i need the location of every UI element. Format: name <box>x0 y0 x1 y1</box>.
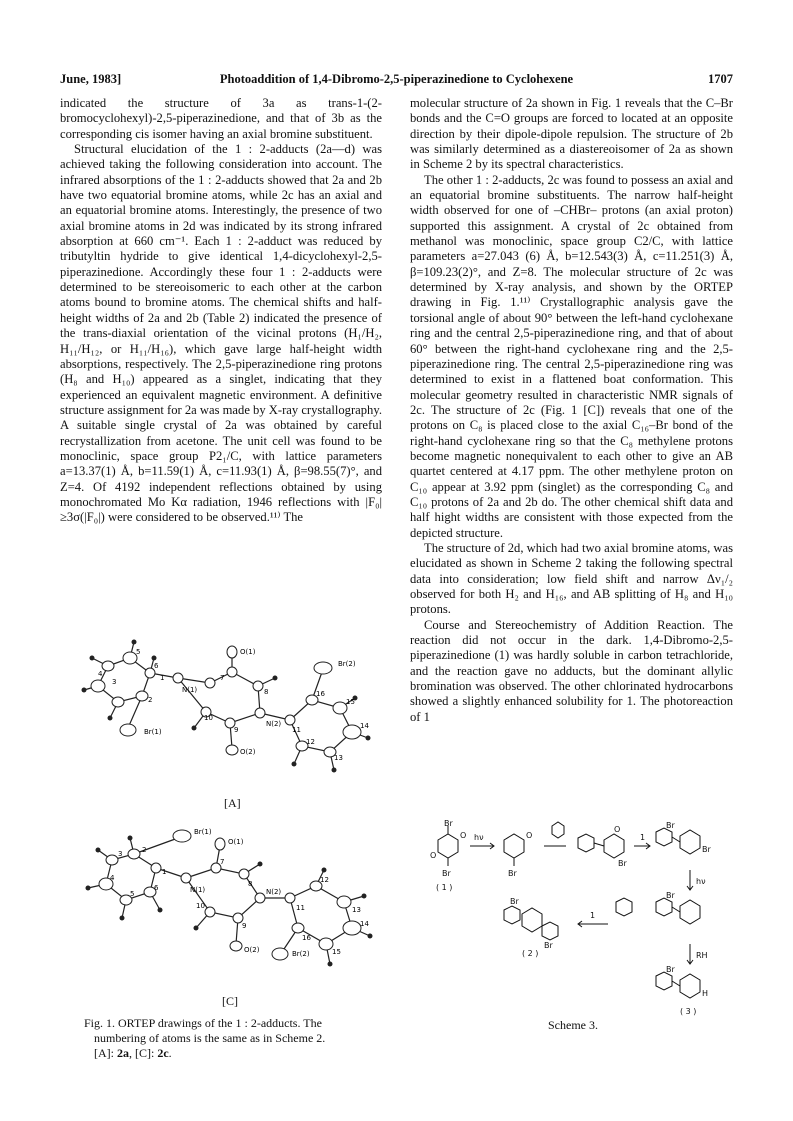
ortep-figure-a <box>70 628 400 788</box>
atom-label: 15 <box>332 948 341 956</box>
atom-label: 10 <box>204 714 213 722</box>
atom-label: 9 <box>242 922 247 930</box>
atom-label: 1 <box>160 674 165 682</box>
atom-label: N(2) <box>266 720 282 728</box>
paragraph: molecular structure of 2a shown in Fig. 1 reveals that the C–Br bonds and the C=O groups are forced to located at an opposite direction by their dipole-dipole repulsion. The structure of 2b was similarly determined as a diastereoisomer of 2a as shown in Scheme 2 by its spectral characteristics. <box>410 96 733 172</box>
header-page-number: 1707 <box>708 72 733 86</box>
paragraph: Structural elucidation of the 1 : 2-adducts (2a—d) was achieved taking the following consideration into account. The infrared absorptions of the 1 : 2-adducts showed that 2a and 2b have two equatorial bromine atoms, while 2c has an axial and an equatorial bromine atoms. Interestingly, the presence of two axial bromine atoms in 2d was indicated by its strong infrared absorption at 660 cm⁻¹. Each 1 : 2-adduct was reduced by tributyltin hydride to give identical 1,4-dicyclohexyl-2,5-piperazinedione. Accordingly these four 1 : 2-adducts were determined to be stereoisomeric to each other at the carbon atoms bound to bromine atoms. The chemical shifts and half-height widths of 2a and 2b (Table 2) indicated the presence of the trans-diaxial orientation of the vicinal protons (H₁/H₂, H₁₁/H₁₂, or H₁₁/H₁₆), which gave large half-height width absorptions, respectively. The 2,5-piperazinedione ring protons (H₈ and H₁₀) appeared as a singlet, indicating that they experienced an equivalent magnetic environment. A definitive structure assignment for 2a was made by X-ray crystallography. A suitable single crystal of 2a was obtained by careful recrystallization from acetone. The unit cell was found to be monoclinic, space group P2₁/C, with lattice parameters a=13.37(1) Å, b=11.59(1) Å, c=11.93(1) Å, β=98.55(7)°, and Z=4. Of 4192 independent reflections obtained by using monochromated Mo Kα radiation, 1946 reflections with |F₀|≥3σ(|F₀|) were considered to be observed.¹¹⁾ The <box>60 142 382 525</box>
atom-label: Br(1) <box>194 828 212 836</box>
atom-label: 3 <box>112 678 117 686</box>
compound-label: ( 1 ) <box>436 883 453 892</box>
paragraph: The structure of 2d, which had two axial bromine atoms, was elucidated as shown in Scheme 2 taking the following spectral data into consideration; low field shift and narrow Δν₁/₂ observed for both H₂ and H₁₆, and AB splitting of H₈ and H₁₀ protons. <box>410 540 733 617</box>
atom-label: 13 <box>334 754 343 762</box>
left-column <box>60 96 382 526</box>
atom-label: 5 <box>136 648 141 656</box>
atom-label: Br <box>666 965 675 974</box>
atom-label: 12 <box>320 876 329 884</box>
caption-line: Fig. 1. ORTEP drawings of the 1 : 2-adducts. The <box>84 1016 322 1030</box>
atom-label: Br <box>444 819 453 828</box>
running-header <box>60 72 733 90</box>
atom-label: Br(2) <box>292 950 310 958</box>
atom-label: Br(1) <box>144 728 162 736</box>
ortep-figure-c <box>70 816 400 986</box>
figure-caption <box>84 1016 384 1061</box>
scheme-caption: Scheme 3. <box>548 1018 598 1032</box>
figure-c-label: [C] <box>222 994 238 1008</box>
atom-label: 6 <box>154 884 159 892</box>
atom-label: Br <box>666 891 675 900</box>
atom-label: 7 <box>220 674 225 682</box>
atom-label: 7 <box>220 858 225 866</box>
atom-label: 11 <box>292 726 301 734</box>
atom-label: 1 <box>162 868 167 876</box>
paragraph: Course and Stereochemistry of Addition Reaction. The reaction did not occur in the dark. 1,4-Dibromo-2,5-piperazinedione (1) was hardly soluble in carbon tetrachloride, and the reaction gave no adducts, but the dominant allylic bromination was observed. The other chlorinated hydrocarbons showed a slightly enhanced solubility for 1. The photoreaction of 1 <box>410 617 733 724</box>
atom-label: Br <box>508 869 517 878</box>
compound-label: ( 2 ) <box>522 949 539 958</box>
atom-label: Br <box>666 821 675 830</box>
atom-label: Br <box>544 941 553 950</box>
atom-label: Br(2) <box>338 660 356 668</box>
atom-label: O(1) <box>228 838 244 846</box>
atom-label: Br <box>442 869 451 878</box>
caption-line: numbering of atoms is the same as in Scheme 2. <box>94 1031 326 1045</box>
atom-label: 16 <box>302 934 311 942</box>
atom-label: 8 <box>248 880 253 888</box>
atom-label: O <box>430 851 437 860</box>
atom-label: 16 <box>316 690 325 698</box>
header-date: June, 1983] <box>60 72 122 86</box>
paragraph: The other 1 : 2-adducts, 2c was found to possess an axial and an equatorial bromine substituents. The narrow half-height width observed for one of –CHBr– protons (an axial proton) supported this assignment. A crystal of 2c obtained from methanol was monoclinic, space group C2/C, with lattice parameters a=27.043 (6) Å, b=12.543(3) Å, c=11.251(3) Å, β=109.23(2)°, and Z=8. The molecular structure of 2c was determined by X-ray analysis, and shown by the ORTEP drawing in Fig. 1.¹¹⁾ Crystallographic analysis gave the torsional angle of about 90° between the left-hand cyclohexane ring and the central 2,5-piperazinedione ring, and that of about 60° between the right-hand cyclohexane ring and the 2,5-piperazinedione ring. The central 2,5-piperazinedione ring was determined to exist in a flattened boat conformation. This molecular geometry resulted in characteristic NMR signals of 2c. The structure of 2c (Fig. 1 [C]) reveals that one of the protons on C₈ is placed close to the axial C₁₆–Br bond of the right-hand cyclohexane ring so that the C₈ methylene protons become magnetic nonequivalent to each other to give an AB quartet centered at 4.17 ppm. The other methylene proton on C₁₀ appear at 3.92 ppm (singlet) as the corresponding C₈ and C₁₀ protons of 2a and 2b do. The other chemical shift data and half hight widths are consistent with those expected from the depicted structure. <box>410 172 733 540</box>
figure-a-label: [A] <box>224 796 241 810</box>
caption-line: [A]: 2a, [C]: 2c. <box>94 1046 172 1060</box>
atom-label: N(1) <box>182 686 198 694</box>
atom-label: Br <box>618 859 627 868</box>
reagent-label: 1 <box>640 833 646 842</box>
atom-label: 10 <box>196 902 205 910</box>
atom-label: 4 <box>98 670 103 678</box>
atom-label: Br <box>510 897 519 906</box>
atom-label: 14 <box>360 920 369 928</box>
atom-label: O(2) <box>240 748 256 756</box>
atom-label: 9 <box>234 726 239 734</box>
atom-label: O <box>526 831 533 840</box>
reaction-scheme <box>418 818 738 1016</box>
hv-label: hν <box>474 833 484 842</box>
atom-label: 11 <box>296 904 305 912</box>
atom-label: 3 <box>118 850 123 858</box>
atom-label: N(1) <box>190 886 206 894</box>
hv-label: hν <box>696 877 706 886</box>
atom-label: O(2) <box>244 946 260 954</box>
atom-label: 15 <box>346 698 355 706</box>
atom-label: O(1) <box>240 648 256 656</box>
paragraph: indicated the structure of 3a as trans-1-(2-bromocyclohexyl)-2,5-piperazinedione, and that of 3b as the corresponding cis isomer having an axial bromine substituent. <box>60 96 382 141</box>
atom-label: N(2) <box>266 888 282 896</box>
reagent-label: RH <box>696 951 708 960</box>
compound-label: ( 3 ) <box>680 1007 697 1016</box>
atom-label: O <box>614 825 621 834</box>
atom-label: 14 <box>360 722 369 730</box>
atom-label: 12 <box>306 738 315 746</box>
atom-label: 2 <box>148 696 153 704</box>
atom-label: 2 <box>142 846 147 854</box>
atom-label: O <box>460 831 467 840</box>
right-column <box>410 96 733 725</box>
atom-label: 6 <box>154 662 159 670</box>
reagent-label: 1 <box>590 911 596 920</box>
atom-label: Br <box>702 845 711 854</box>
atom-label: 8 <box>264 688 269 696</box>
atom-label: 5 <box>130 890 135 898</box>
header-title: Photoaddition of 1,4-Dibromo-2,5-piperazinedione to Cyclohexene <box>219 72 574 86</box>
atom-label: 4 <box>110 874 115 882</box>
atom-label: H <box>702 989 709 998</box>
atom-label: 13 <box>352 906 361 914</box>
